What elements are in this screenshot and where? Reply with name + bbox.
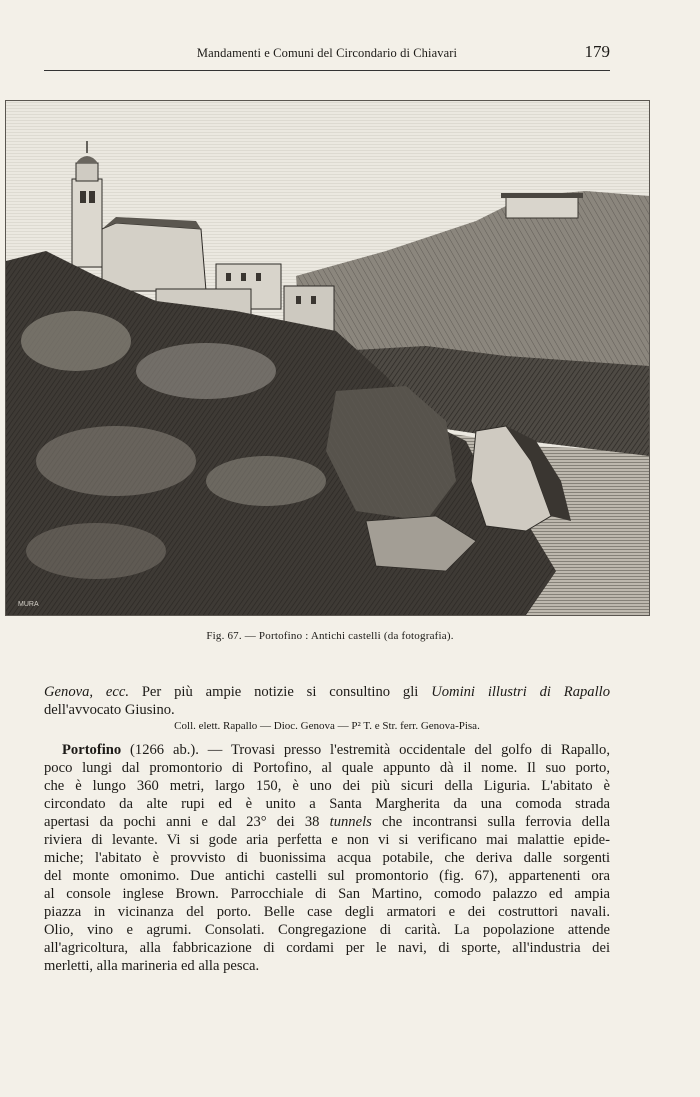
portofino-line-7: miche; l'abitato è provvisto di buonissima acqua potabile, che deriva dalle sorgenti xyxy=(44,850,610,866)
portofino-line-1: (1266 ab.). — Trovasi presso l'estremità occidentale del golfo di Rapallo, xyxy=(121,742,610,758)
running-title: Mandamenti e Comuni del Circondario di Chiavari xyxy=(196,46,458,60)
portofino-line-9: al console inglese Brown. Parrocchiale di San Martino, comodo palazzo ed ampia xyxy=(44,886,610,902)
portofino-line-6: riviera di levante. Vi si gode aria perfetta e non vi si verificano mai malattie epide- xyxy=(44,832,610,848)
engraver-signature: MURA xyxy=(18,601,39,608)
intro-work-title: Uomini illustri di Rapallo xyxy=(431,684,611,700)
portofino-line-8: del monte omonimo. Due antichi castelli sul promontorio (fig. 67), appartenenti ora xyxy=(44,868,610,884)
intro-line-2: dell'avvocato Giusino. xyxy=(44,702,175,718)
portofino-line-5a: apertasi da pochi anni e dal 23° dei 38 xyxy=(44,814,330,830)
portofino-lead: Portofino xyxy=(62,742,122,758)
page-number: 179 xyxy=(584,42,610,61)
portofino-line-11: Olio, vino e agrumi. Consolati. Congregazione di carità. La popolazione attende xyxy=(44,922,610,938)
portofino-line-5b: che incontransi sulla ferrovia della xyxy=(371,814,610,830)
portofino-line-12: all'agricoltura, alla fabbricazione di cordami per le navi, di sporte, all'industria dei xyxy=(44,940,610,956)
intro-genova: Genova, ecc. xyxy=(44,684,129,700)
header-rule xyxy=(44,70,610,71)
portofino-tunnels: tunnels xyxy=(329,814,372,830)
figure-caption: Fig. 67. — Portofino : Antichi castelli (da fotografia). xyxy=(206,630,454,642)
intro-paragraph xyxy=(44,683,610,719)
running-header xyxy=(44,40,610,66)
portofino-line-13: merletti, alla marineria ed alla pesca. xyxy=(44,958,260,974)
portofino-paragraph xyxy=(44,741,610,975)
collegio-line: Coll. elett. Rapallo — Dioc. Genova — P² T. e Str. ferr. Genova-Pisa. xyxy=(174,720,480,732)
portofino-engraving xyxy=(6,101,649,615)
portofino-line-4: circondato da alte rupi ed è unito a Santa Margherita da una comoda strada xyxy=(44,796,610,812)
portofino-line-3: che è lungo 360 metri, largo 150, è uno dei più sicuri della Liguria. L'abitato è xyxy=(44,778,610,794)
portofino-line-10: piazza in vicinanza del porto. Belle case degli armatori e dei costruttori navali. xyxy=(44,904,610,920)
intro-text: Per più ampie notizie si consultino gli xyxy=(128,684,432,700)
engraving-figure xyxy=(5,100,650,616)
portofino-line-2: poco lungi dal promontorio di Portofino, al quale appunto dà il nome. Il suo porto, xyxy=(44,760,610,776)
